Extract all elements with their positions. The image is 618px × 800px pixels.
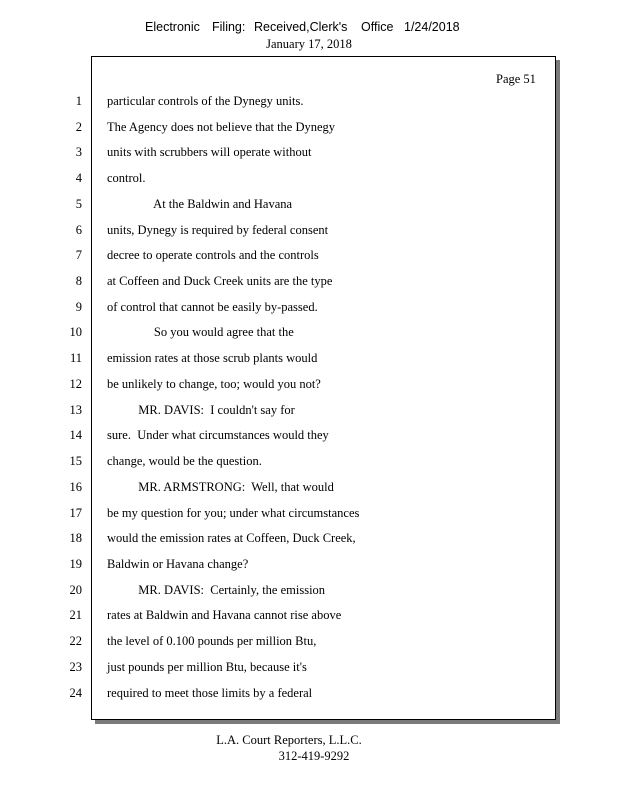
transcript-line: rates at Baldwin and Havana cannot rise above bbox=[107, 608, 342, 622]
stamp-date: 1/24/2018 bbox=[404, 20, 460, 34]
transcript-line: at Coffeen and Duck Creek units are the type bbox=[107, 274, 333, 288]
line-number: 2 bbox=[75, 120, 82, 134]
transcript-line: units with scrubbers will operate without bbox=[107, 145, 312, 159]
transcript-line: MR. ARMSTRONG: Well, that would bbox=[107, 480, 334, 494]
line-number: 4 bbox=[75, 171, 82, 185]
transcript-line: At the Baldwin and Havana bbox=[107, 197, 293, 211]
line-number: 6 bbox=[75, 223, 82, 237]
transcript-line: units, Dynegy is required by federal consent bbox=[107, 223, 329, 237]
line-number: 1 bbox=[75, 94, 82, 108]
line-number: 23 bbox=[69, 660, 82, 674]
line-number: 21 bbox=[69, 608, 82, 622]
line-number: 5 bbox=[75, 197, 82, 211]
line-number: 19 bbox=[69, 557, 82, 571]
stamp-word: Electronic bbox=[145, 20, 200, 34]
transcript-line: required to meet those limits by a federal bbox=[107, 686, 313, 700]
line-number: 15 bbox=[69, 454, 82, 468]
line-number: 20 bbox=[69, 583, 82, 597]
transcript-line: So you would agree that the bbox=[107, 325, 294, 339]
line-number: 16 bbox=[69, 480, 82, 494]
transcript-line: change, would be the question. bbox=[107, 454, 262, 468]
transcript-line: MR. DAVIS: Certainly, the emission bbox=[107, 583, 326, 597]
transcript-line: emission rates at those scrub plants would bbox=[107, 351, 318, 365]
stamp-word: Filing: bbox=[212, 20, 246, 34]
transcript-line: be unlikely to change, too; would you not? bbox=[107, 377, 321, 391]
transcript-line: be my question for you; under what circumstances bbox=[107, 506, 360, 520]
transcript-line: particular controls of the Dynegy units. bbox=[107, 94, 304, 108]
transcript-line: control. bbox=[107, 171, 146, 185]
line-number: 18 bbox=[69, 531, 82, 545]
transcript-line: the level of 0.100 pounds per million Btu, bbox=[107, 634, 317, 648]
transcript-line: would the emission rates at Coffeen, Duck Creek, bbox=[107, 531, 356, 545]
court-reporter-phone: 312-419-9292 bbox=[278, 749, 350, 763]
line-number: 3 bbox=[75, 145, 82, 159]
transcript-line: MR. DAVIS: I couldn't say for bbox=[107, 403, 295, 417]
court-reporter-name: L.A. Court Reporters, L.L.C. bbox=[216, 733, 362, 747]
transcript-line: Baldwin or Havana change? bbox=[107, 557, 249, 571]
stamp-word: Received,Clerk's bbox=[254, 20, 348, 34]
transcript-line: decree to operate controls and the controls bbox=[107, 248, 319, 262]
electronic-filing-stamp bbox=[0, 20, 618, 36]
transcript-line: just pounds per million Btu, because it's bbox=[107, 660, 307, 674]
line-number: 7 bbox=[75, 248, 82, 262]
line-number: 12 bbox=[69, 377, 82, 391]
line-number: 14 bbox=[69, 428, 82, 442]
transcript-date: January 17, 2018 bbox=[266, 37, 352, 51]
line-number: 22 bbox=[69, 634, 82, 648]
page-number: Page 51 bbox=[496, 72, 536, 86]
stamp-word: Office bbox=[361, 20, 394, 34]
transcript-line: The Agency does not believe that the Dynegy bbox=[107, 120, 336, 134]
line-number: 13 bbox=[69, 403, 82, 417]
transcript-line: sure. Under what circumstances would they bbox=[107, 428, 329, 442]
line-number: 10 bbox=[69, 325, 82, 339]
line-number: 11 bbox=[69, 351, 82, 365]
line-number: 9 bbox=[75, 300, 82, 314]
line-number: 17 bbox=[69, 506, 82, 520]
transcript-line: of control that cannot be easily by-passed. bbox=[107, 300, 318, 314]
line-number: 24 bbox=[69, 686, 82, 700]
line-number: 8 bbox=[75, 274, 82, 288]
